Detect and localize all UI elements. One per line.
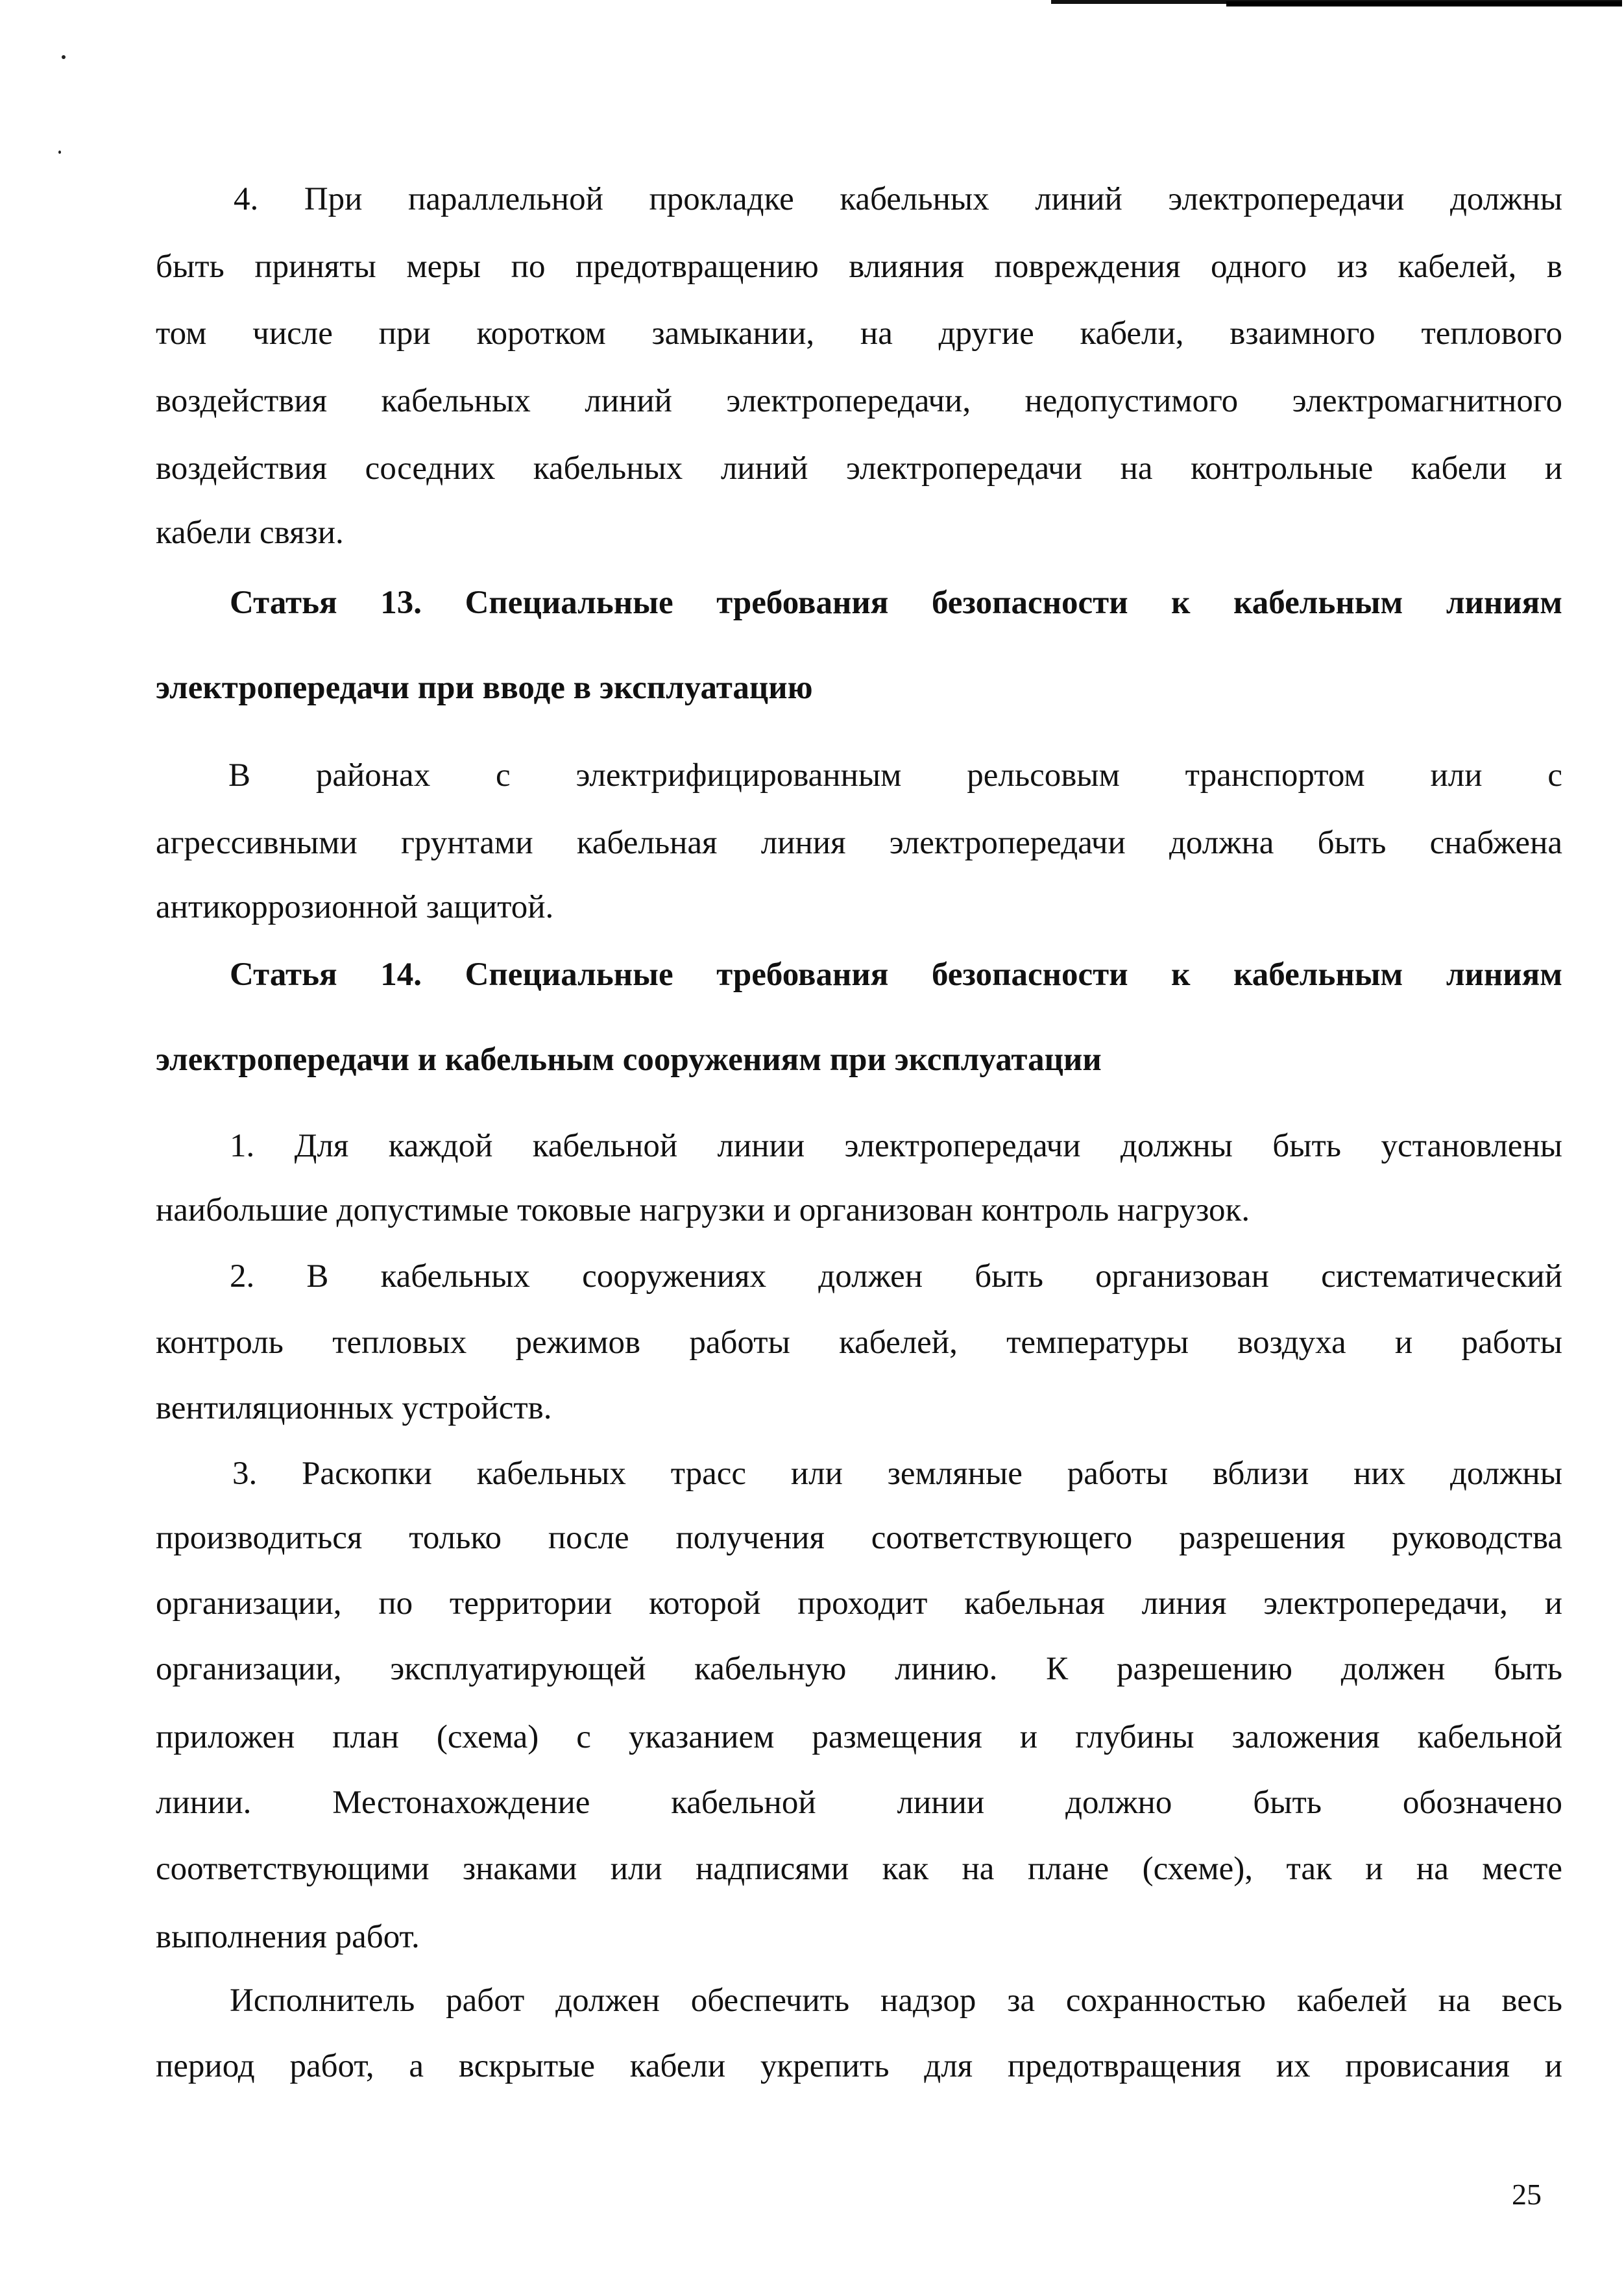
article-heading-line: электропередачи и кабельным сооружениям при эксплуатации (156, 1042, 1102, 1078)
paragraph-line: вентиляционных устройств. (156, 1390, 552, 1426)
paragraph-line: воздействия кабельных линий электропередачи, недопустимого электромагнитного (156, 383, 1562, 419)
paragraph-line: Исполнитель работ должен обеспечить надзор за сохранностью кабелей на весь (230, 1982, 1562, 2019)
paragraph-line: В районах с электрифицированным рельсовым транспортом или с (228, 757, 1562, 794)
paragraph-line: агрессивными грунтами кабельная линия электропередачи должна быть снабжена (156, 825, 1562, 861)
paragraph-line: 4. При параллельной прокладке кабельных линий электропередачи должны (234, 181, 1562, 217)
paragraph-line: воздействия соседних кабельных линий электропередачи на контрольные кабели и (156, 450, 1562, 487)
paragraph-line: 1. Для каждой кабельной линии электропередачи должны быть установлены (230, 1128, 1562, 1164)
paragraph-line: линии. Местонахождение кабельной линии должно быть обозначено (156, 1785, 1562, 1821)
paragraph-line: производиться только после получения соответствующего разрешения руководства (156, 1520, 1562, 1556)
paragraph-line: наибольшие допустимые токовые нагрузки и организован контроль нагрузок. (156, 1192, 1250, 1228)
paragraph-line: контроль тепловых режимов работы кабелей, температуры воздуха и работы (156, 1324, 1562, 1361)
paragraph-line: 3. Раскопки кабельных трасс или земляные работы вблизи них должны (232, 1456, 1562, 1492)
paragraph-line: 2. В кабельных сооружениях должен быть организован систематический (230, 1258, 1562, 1295)
article-heading-line: Статья 14. Специальные требования безопасности к кабельным линиям (230, 957, 1562, 993)
paragraph-line: кабели связи. (156, 515, 344, 551)
paragraph-line: антикоррозионной защитой. (156, 889, 554, 925)
scan-speck (62, 55, 66, 59)
paragraph-line: организации, по территории которой проходит кабельная линия электропередачи, и (156, 1585, 1562, 1622)
paragraph-line: том числе при коротком замыкании, на другие кабели, взаимного теплового (156, 315, 1562, 352)
paragraph-line: период работ, а вскрытые кабели укрепить для предотвращения их провисания и (156, 2048, 1562, 2084)
page-number: 25 (1512, 2178, 1542, 2211)
paragraph-line: выполнения работ. (156, 1919, 420, 1955)
paragraph-line: соответствующими знаками или надписями как на плане (схеме), так и на месте (156, 1851, 1562, 1887)
article-heading-line: электропередачи при вводе в эксплуатацию (156, 670, 813, 706)
paragraph-line: приложен план (схема) с указанием размещения и глубины заложения кабельной (156, 1719, 1562, 1755)
paragraph-line: организации, эксплуатирующей кабельную линию. К разрешению должен быть (156, 1651, 1562, 1687)
paragraph-line: быть приняты меры по предотвращению влияния повреждения одного из кабелей, в (156, 249, 1562, 285)
article-heading-line: Статья 13. Специальные требования безопасности к кабельным линиям (230, 585, 1562, 621)
scan-edge-line (1226, 1, 1622, 6)
scan-speck (58, 151, 61, 154)
